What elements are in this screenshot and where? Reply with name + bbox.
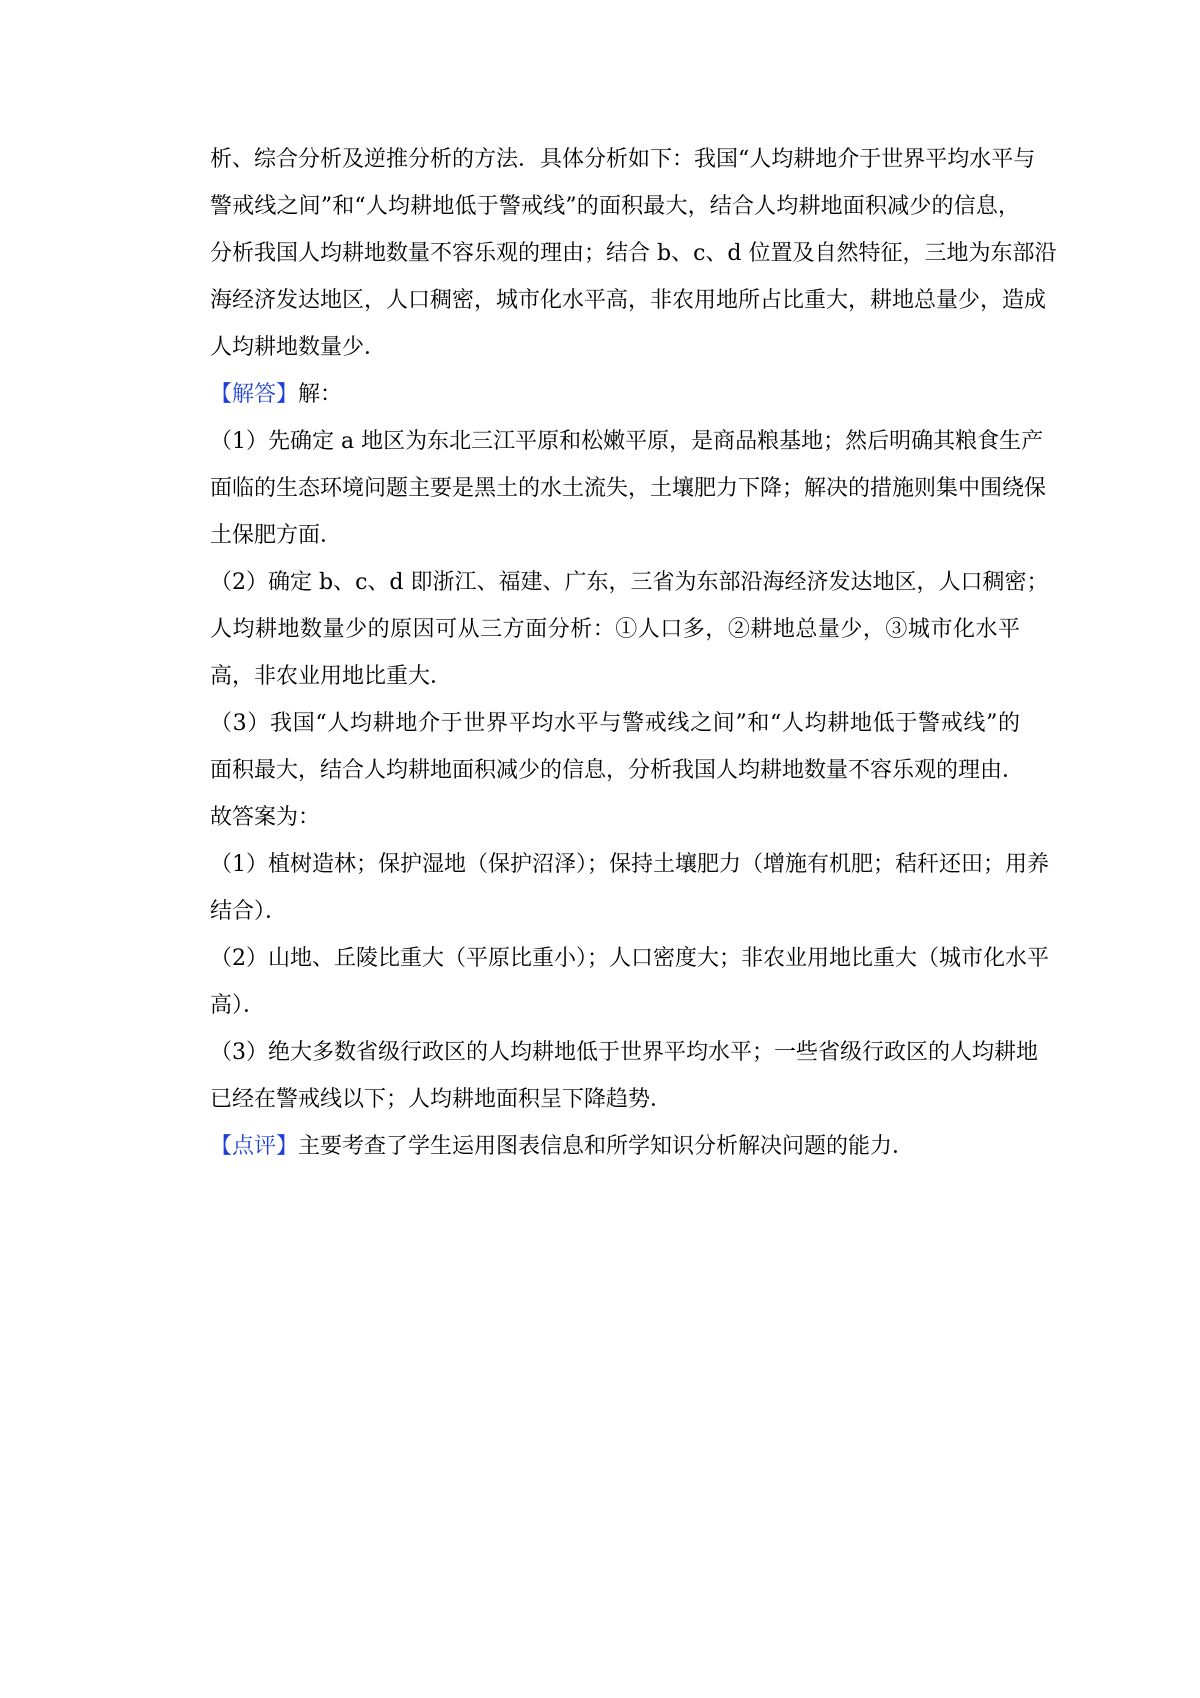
answer-p3-line: 面积最大，结合人均耕地面积减少的信息，分析我国人均耕地数量不容乐观的理由． [210,758,1025,783]
analysis-line: 人均耕地数量少． [210,335,387,360]
comment-section [210,1123,1020,1170]
analysis-section [210,136,1057,371]
answer-intro: 解： [298,382,343,407]
answer-a3-line: 已经在警戒线以下；人均耕地面积呈下降趋势． [210,1087,673,1112]
answer-p3-line: （3）我国“人均耕地介于世界平均水平与警戒线之间”和“人均耕地低于警戒线”的 [210,711,1020,736]
answer-conclusion: 故答案为： [210,805,321,830]
analysis-line: 海经济发达地区，人口稠密，城市化水平高，非农用地所占比重大，耕地总量少，造成 [210,288,1047,313]
comment-tag: 【点评】 [210,1134,299,1159]
answer-p1-line: 面临的生态环境问题主要是黑土的水土流失，土壤肥力下降；解决的措施则集中围绕保 [210,476,1047,501]
answer-p2-line: 人均耕地数量少的原因可从三方面分析：①人口多，②耕地总量少，③城市化水平 [210,617,1020,642]
answer-heading [210,371,1020,418]
answer-a2-line: 高）． [210,993,266,1018]
comment-text: 主要考查了学生运用图表信息和所学知识分析解决问题的能力． [298,1134,915,1159]
answer-p2-line: 高，非农业用地比重大． [210,664,453,689]
answer-a2-line: （2）山地、丘陵比重大（平原比重小）；人口密度大；非农业用地比重大（城市化水平 [210,946,1049,971]
answer-a3-line: （3）绝大多数省级行政区的人均耕地低于世界平均水平；一些省级行政区的人均耕地 [210,1040,1038,1065]
answer-p2-line: （2）确定 b、c、d 即浙江、福建、广东，三省为东部沿海经济发达地区，人口稠密； [210,570,1049,595]
analysis-line: 警戒线之间”和“人均耕地低于警戒线”的面积最大，结合人均耕地面积减少的信息， [210,194,1020,219]
answer-section [210,371,1049,1123]
answer-tag: 【解答】 [210,382,299,407]
answer-p1-line: 土保肥方面． [210,523,343,548]
comment-line [210,1123,1020,1170]
answer-p1-line: （1）先确定 a 地区为东北三江平原和松嫩平原，是商品粮基地；然后明确其粮食生产 [210,429,1044,454]
analysis-line: 分析我国人均耕地数量不容乐观的理由；结合 b、c、d 位置及自然特征，三地为东部沿 [210,241,1057,266]
analysis-line: 析、综合分析及逆推分析的方法．具体分析如下：我国“人均耕地介于世界平均水平与 [210,147,1036,172]
document-page [210,136,1057,1170]
answer-a1-line: 结合）． [210,899,288,924]
answer-a1-line: （1）植树造林；保护湿地（保护沼泽）；保持土壤肥力（增施有机肥；秸秆还田；用养 [210,852,1049,877]
